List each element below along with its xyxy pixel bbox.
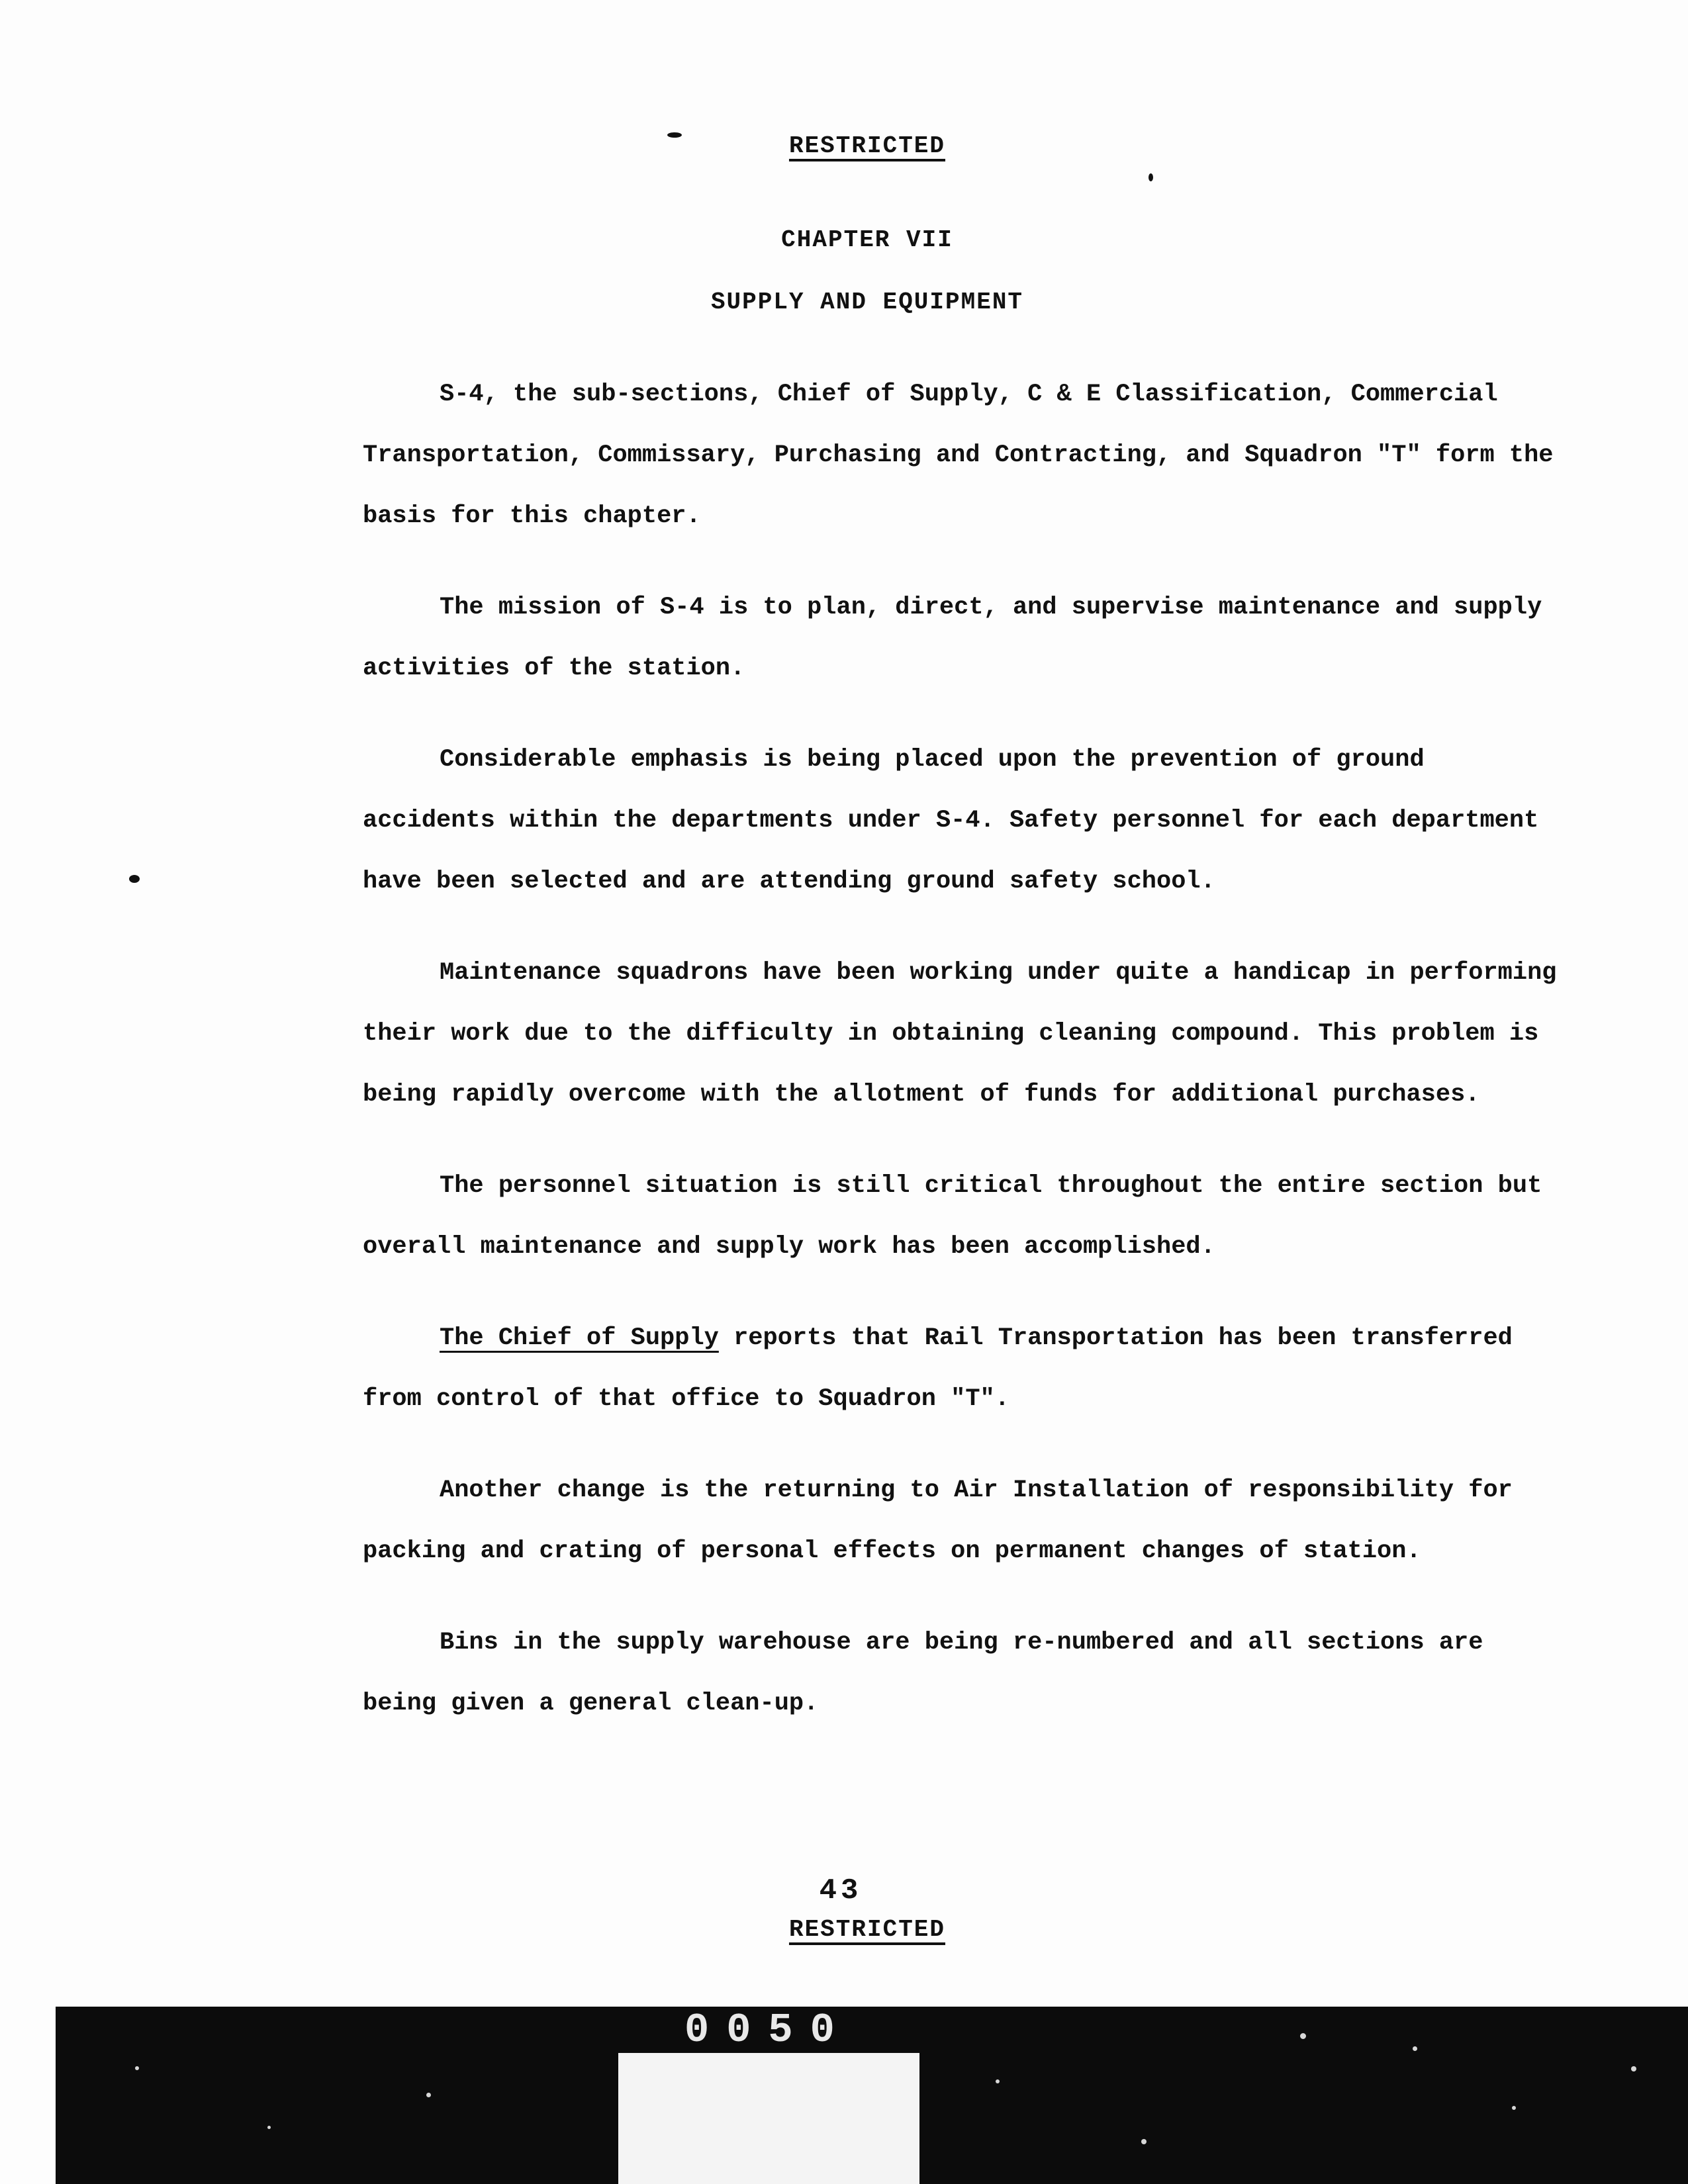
- scan-speck: [129, 875, 140, 883]
- page-number: 43: [819, 1874, 863, 1907]
- film-speck: [135, 2066, 139, 2070]
- film-speck: [1631, 2066, 1636, 2071]
- film-speck: [1141, 2139, 1147, 2144]
- chief-of-supply-heading: The Chief of Supply: [440, 1324, 719, 1352]
- chapter-subtitle: SUPPLY AND EQUIPMENT: [710, 289, 1024, 316]
- film-speck: [1300, 2033, 1306, 2039]
- bottom-classification: [0, 1916, 1688, 1943]
- film-speck: [996, 2079, 1000, 2083]
- paragraph-air-installation: Another change is the returning to Air Installation of responsibility for packing and crating of personal effects on permanent changes of station.: [363, 1477, 1513, 1565]
- film-speck: [1413, 2046, 1417, 2051]
- chapter-body: [363, 364, 1568, 1764]
- paragraph-bins: Bins in the supply warehouse are being re-numbered and all sections are being given a general clean-up.: [363, 1629, 1483, 1717]
- scan-speck: [1149, 173, 1153, 181]
- paragraph-intro-part-1: S-4, the sub-sections,: [440, 381, 778, 408]
- classification-label: RESTRICTED: [788, 1916, 946, 1943]
- film-speck: [426, 2093, 431, 2097]
- paragraph-intro-part-2: Chief of Supply, C & E Classification, Commercial Transportation, Commissary, Purchasing and Contracting, and Squadron "T" form the basis for this chapter.: [363, 381, 1554, 530]
- microfilm-strip: [56, 2007, 1688, 2184]
- paragraph-personnel: The personnel situation is still critical throughout the entire section but overall maintenance and supply work has been accomplished.: [363, 1172, 1542, 1261]
- top-classification: [0, 132, 1688, 159]
- film-speck: [267, 2126, 271, 2129]
- film-frame-gap: [618, 2053, 919, 2184]
- classification-label: RESTRICTED: [788, 132, 946, 159]
- paragraph-safety: Considerable emphasis is being placed upon the prevention of ground accidents within the departments under S-4. Safety personnel for each department have been selected and are attending ground safety school.: [363, 746, 1539, 895]
- paragraph-intro: [363, 364, 1568, 547]
- paragraph-chief-of-supply: [363, 1308, 1568, 1430]
- paragraph-maintenance: Maintenance squadrons have been working under quite a handicap in performing their work due to the difficulty in obtaining cleaning compound. This problem is being rapidly overcome with the allotment of funds for additional purchases.: [363, 959, 1557, 1109]
- paragraph-mission: The mission of S-4 is to plan, direct, and supervise maintenance and supply activities of the station.: [363, 594, 1542, 682]
- chief-of-supply-text: reports that Rail Transportation has been transferred from control of that office to Squadron "T".: [363, 1324, 1513, 1413]
- chapter-heading: CHAPTER VII: [781, 226, 953, 253]
- film-frame-number: 0050: [684, 2007, 852, 2054]
- film-speck: [1512, 2106, 1516, 2110]
